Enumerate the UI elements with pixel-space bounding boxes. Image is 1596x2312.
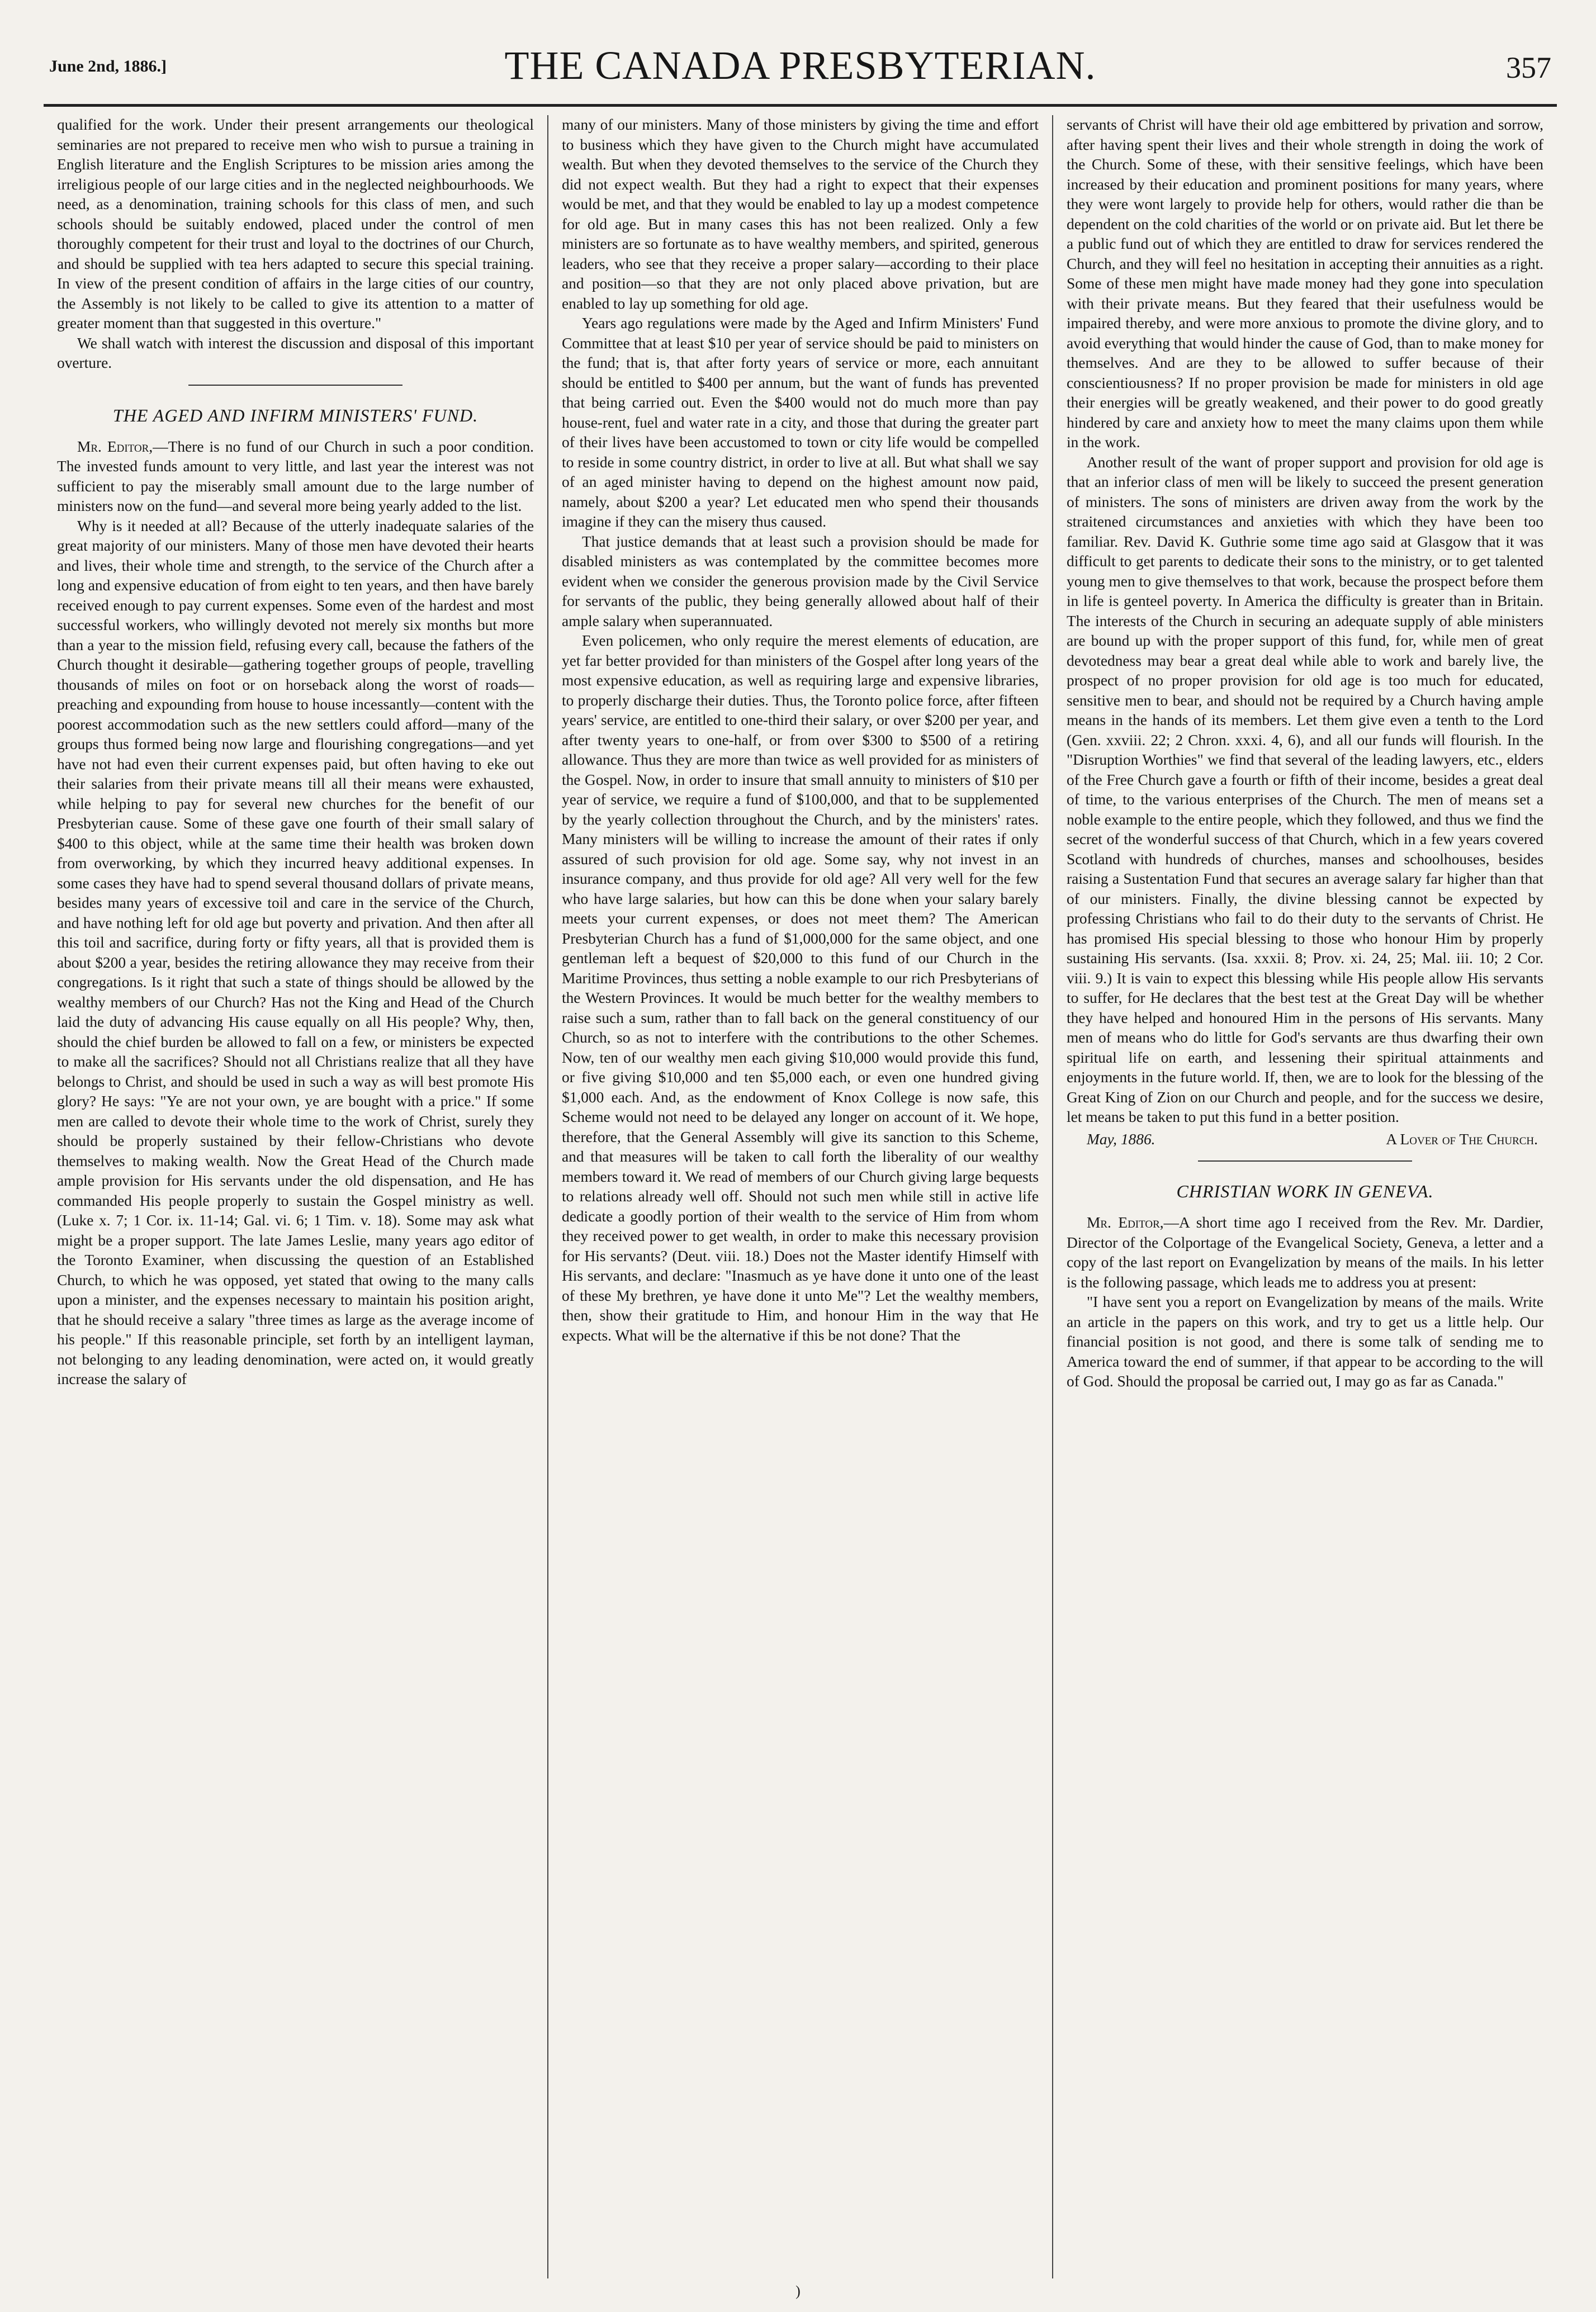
paragraph-text: —A short time ago I received from the Rev. Mr. Dardier, Director of the Colportage of the Evangelical Society, Geneva, a letter and a copy of the last report on Evangelization by means of the mails. In his letter is the following passage, which leads me to address you at present: <box>1067 1214 1543 1291</box>
paragraph: Why is it needed at all? Because of the utterly inadequate salaries of the great majority of our ministers. Many of those men have devoted their hearts and lives, their whole time and strength, to the service of the Church after a long and expensive education of from eight to ten years, and then have barely received enough to pay current expenses. Some even of the hardest and most successful workers, who willingly devoted not merely six months but more than a year to the mission field, refusing every call, because the fathers of the Church thought it desirable—gathering together groups of people, travelling thousands of miles on foot or on horseback along the worst of roads—preaching and expounding from house to house incessantly—content with the poorest accommodation such as the new settlers could afford—many of the groups thus formed being now large and flourishing congregations—and yet have not had even their current expenses paid, but often having to eke out their salaries from their private means till all their means were exhausted, while helping to pay for several new churches for the benefit of our Presbyterian cause. Some of these gave one fourth of their small salary of $400 to this object, while at the same time their health was broken down from overworking, by which they incurred heavy additional expenses. In some cases they have had to spend several thousand dollars of private means, besides many years of excessive toil and care in the service of the Church, and have nothing left for old age but poverty and privation. And then after all this toil and sacrifice, during forty or fifty years, all that is provided them is about $200 a year, besides the retiring allowance they may receive from their congregations. Is it right that such a state of things should be allowed by the wealthy members of our Church? Has not the King and Head of the Church laid the duty of advancing His cause equally on all His people? Why, then, should the chief burden be allowed to fall on a few, or ministers be expected to make all the sacrifices? Should not all Christians realize that all they have belongs to Christ, and should be used in such a way as will best promote His glory? He says: "Ye are not your own, ye are bought with a price." If some men are called to devote their whole time to the work of Christ, surely they should be properly sustained by their fellow-Christians who devote themselves to making wealth. Now the Great Head of the Church made ample provision for His servants under the old dispensation, and He has commanded His people properly to sustain the Gospel ministry as well. (Luke x. 7; 1 Cor. ix. 11-14; Gal. vi. 6; 1 Tim. v. 18). Some may ask what might be a proper support. The late James Leslie, many years ago editor of the Toronto Examiner, when discussing the question of an Established Church, to which he was opposed, yet stated that owing to the many calls upon a minister, and the expenses necessary to maintain his position aright, that he should receive a salary "three times as large as the average income of his people." If this reasonable principle, set forth by an intelligent layman, not belonging to any leading denomination, were acted on, it would greatly increase the salary of <box>57 517 534 1387</box>
paragraph <box>1067 1213 1543 1292</box>
paragraph <box>57 437 534 517</box>
paragraph: "I have sent you a report on Evangelization by means of the mails. Write an article in the papers on this work, and try to get us a little help. Our financial position is not good, and there is some talk of sending me to America toward the end of summer, if that appear to be according to the will of God. Should the proposal be carried out, I may go as far as Canada." <box>1067 1294 1543 1390</box>
page-header <box>44 35 1557 102</box>
paragraph: That justice demands that at least such a provision should be made for disabled ministers as was contemplated by the committee becomes more evident when we consider the generous provision made by the Civil Service for servants of the public, they being generally allowed about half of their ample salary when superannuated. <box>562 533 1039 629</box>
column-1 <box>44 115 547 2278</box>
header-rule <box>44 104 1557 107</box>
paragraph: Even policemen, who only require the merest elements of education, are yet far better provided for than ministers of the Gospel after long years of the most expensive education, as well as requiring large and expensive libraries, to properly discharge their duties. Thus, the Toronto police force, after fifteen years' service, are entitled to one-third their salary, or over $200 per year, and after twenty years to one-half, or from over $300 to $500 of a retiring allowance. Thus they are more than twice as well provided for as ministers of the Gospel. Now, in order to insure that small annuity to ministers of $10 per year of service, we require a fund of $100,000, and that to be supplemented by the yearly collection throughout the Church, and by the ministers' rates. Many ministers will be willing to increase the amount of their rates if only assured of such provision for old age. Some say, why not invest in an insurance company, and thus provide for old age? All very well for the few who have large salaries, but how can this be done when your salary barely meets your current expenses, or does not meet them? The American Presbyterian Church has a fund of $1,000,000 for the same object, and one gentleman left a bequest of $20,000 to this fund of our Church in the Maritime Provinces, thus setting a noble example to our rich Presbyterians of the Western Provinces. It would be much better for the wealthy members to raise such a sum, rather than to fall back on the general constituency of our Church, so as not to interfere with the contributions to the other Schemes. Now, ten of our wealthy men each giving $10,000 would provide this fund, or five giving $10,000 and ten $5,000 each, or even one hundred giving $1,000 each. And, as the endowment of Knox College is now safe, this Scheme would not need to be delayed any longer on account of it. We hope, therefore, that the General Assembly will give its sanction to this Scheme, and that measures will be taken to call forth the liberality of our wealthy members toward it. We read of members of our Church giving large bequests to relations already well off. Should not such men while still in active life dedicate a goodly portion of their wealth to the service of Him from whom they received power to get wealth, in order to make this necessary provision for His servants? (Deut. viii. 18.) Does not the Master identify Himself with His servants, and declare: "Inasmuch as ye have done it unto one of the least of these My brethren, ye have done it unto Me"? Let the wealthy members, then, show their gratitude to Him, and honour Him in the way that He expects. What will be the alternative if this be not done? That the <box>562 632 1039 1344</box>
paragraph: qualified for the work. Under their present arrangements our theological seminaries are not prepared to receive men who wish to pursue a training in English literature and the English Scriptures to be mission aries among the irreligious people of our large cities and in the neglected neighbourhoods. We need, as a denomination, training schools for this class of men, and such schools should be suitably endowed, placed under the control of men thoroughly competent for their trust and loyal to the doctrines of our Church, and should be supplied with tea hers adapted to secure this special training. In view of the present condition of affairs in the large cities of our country, the Assembly is not likely to be called to give its attention to a matter of greater moment than that suggested in this overture." <box>57 116 534 331</box>
salutation: Mr. Editor, <box>1087 1214 1164 1231</box>
signature-date: May, 1886. <box>1087 1130 1155 1148</box>
paragraph: many of our ministers. Many of those ministers by giving the time and effort to business which they have given to the Church might have accumulated wealth. But when they devoted themselves to the service of the Church they did not expect wealth. But they had a right to expect that their expenses would be met, and that they would be enabled to lay up a modest competence for old age. But in many cases this has not been realized. Only a few ministers are so fortunate as to have wealthy members, and spirited, generous leaders, who see that they receive a proper salary—according to their place and position—so that they are not only placed above privation, but are enabled to lay up something for old age. <box>562 116 1039 312</box>
column-2 <box>548 115 1052 2278</box>
issue-date: June 2nd, 1886.] <box>49 57 167 75</box>
article-title: THE AGED AND INFIRM MINISTERS' FUND. <box>112 405 479 425</box>
paragraph: We shall watch with interest the discussion and disposal of this important overture. <box>57 334 534 371</box>
salutation: Mr. Editor, <box>77 438 153 455</box>
column-3 <box>1053 115 1557 2278</box>
signature-name: A Lover of The Church. <box>1386 1130 1538 1148</box>
article-separator <box>1198 1160 1413 1162</box>
paragraph-text: —There is no fund of our Church in such a poor condition. The invested funds amount to very little, and last year the interest was not sufficient to pay the miserably small amount due to the large number of ministers now on the fund—and several more being yearly added to the list. <box>57 438 534 514</box>
text-columns <box>44 115 1557 2278</box>
article-separator <box>188 385 403 386</box>
footer-mark: ) <box>795 2283 801 2299</box>
paragraph: Years ago regulations were made by the Aged and Infirm Ministers' Fund Committee that at least $10 per year of service should be paid to ministers on the fund; that is, that after forty years of service or more, each annuitant should be entitled to $400 per annum, but the want of funds has prevented that being carried out. Even the $400 would not do much more than pay house-rent, fuel and water rate in a city, and those that during the greater part of their lives have been accustomed to town or city life would be compelled to reside in some country district, in order to live at all. But what shall we say of an aged minister having to depend on the highest amount now paid, namely, about $200 a year? Let educated men who spend their thousands imagine if they can the misery thus caused. <box>562 315 1039 530</box>
signature-line <box>1067 1130 1543 1150</box>
masthead-title: THE CANADA PRESBYTERIAN. <box>504 43 1096 88</box>
article-title: CHRISTIAN WORK IN GENEVA. <box>1176 1181 1434 1201</box>
page-number: 357 <box>1506 51 1551 84</box>
paragraph: Another result of the want of proper support and provision for old age is that an inferior class of men will be likely to succeed the present generation of ministers. The sons of ministers are driven away from the work by the straitened circumstances and anxieties with which they have been too familiar. Rev. David K. Guthrie some time ago said at Glasgow that it was difficult to get parents to dedicate their sons to the ministry, or to get talented young men to give themselves to that work, because the prospect before them in life is genteel poverty. In America the difficulty is greater than in Britain. The interests of the Church in securing an adequate supply of able ministers are bound up with the proper support of this fund, for, while men of great devotedness may bear a great deal while able to work and barely live, the prospect of no proper provision for old age is too much for educated, sensitive men to bear, and should not be required by a Church having ample means in the hands of its members. Let them give even a tenth to the Lord (Gen. xxviii. 22; 2 Chron. xxxi. 4, 6), and all our funds will flourish. In the "Disruption Worthies" we find that several of the leading lawyers, etc., elders of the Free Church gave a fourth or fifth of their income, besides a great deal of time, to the various enterprises of the Church. The men of means set a noble example to the entire people, which they followed, and thus we find the secret of the wonderful success of that Church, which in a few years covered Scotland with hundreds of churches, manses and schoolhouses, besides raising a Sustentation Fund that secures an average salary far higher than that of our ministers. Finally, the divine blessing cannot be expected by professing Christians who fail to do their duty to the servants of Christ. He has promised His special blessing to those who honour Him by properly sustaining His servants. (Isa. xxxii. 8; Prov. xi. 24, 25; Mal. iii. 10; 2 Cor. viii. 9.) It is vain to expect this blessing while His people allow His servants to suffer, for He declares that the best test at the Great Day will be whether they have helped and honoured Him in the persons of His servants. Many men of means who do little for God's servants are thus dwarfing their own spiritual life on earth, and lessening their spiritual attainments and enjoyments in the future world. If, then, we are to look for the blessing of the Great King of Zion on our Church and people, and for the success we desire, let means be taken to put this fund in a better position. <box>1067 453 1543 1125</box>
paragraph: servants of Christ will have their old age embittered by privation and sorrow, after having spent their lives and their whole strength in doing the work of the Church. Some of these, with their sensitive feelings, which have been increased by their education and prominent positions for many years, where they were wont largely to provide help for others, would rather die than be dependent on the cold charities of the world or on private aid. But let there be a public fund out of which they are entitled to draw for services rendered the Church, and they will feel no hesitation in accepting their annuities as a right. Some of these men might have made money had they gone into speculation with their private means. But they feared that their usefulness would be impaired thereby, and were more anxious to promote the divine glory, and to avoid everything that would hinder the cause of God, than to make money for themselves. And are they to be allowed to suffer because of their conscientiousness? If no proper provision be made for ministers in old age their energies will be greatly weakened, and their power to do good greatly hindered by care and anxiety how to meet the many claims upon them while in the work. <box>1067 116 1543 451</box>
